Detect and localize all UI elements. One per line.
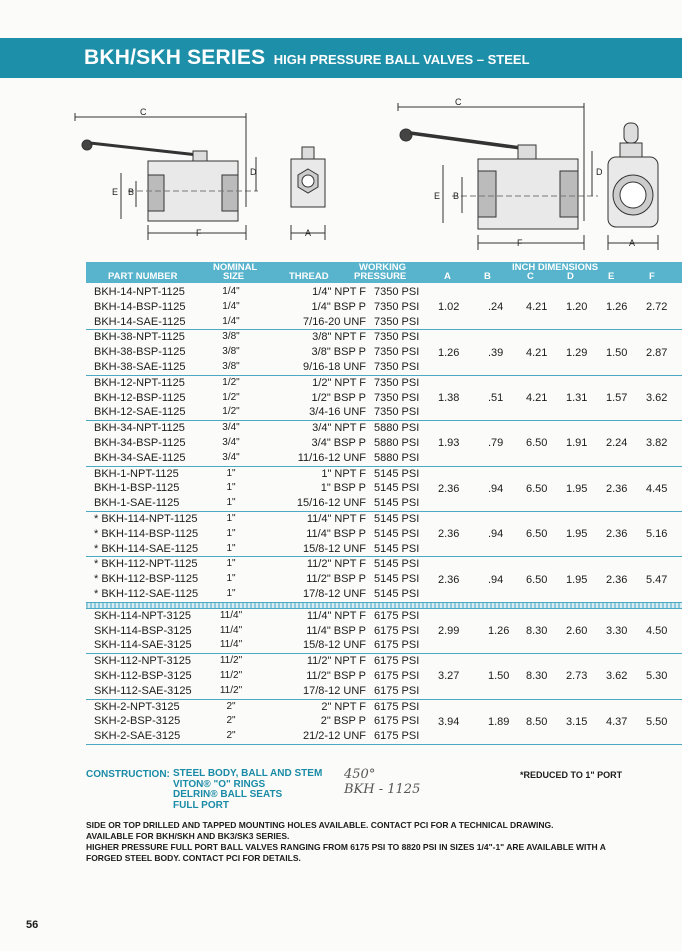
dim-d: 2.60 [566, 624, 588, 637]
dimension-values [426, 700, 682, 744]
nominal-size: 11/4" [219, 609, 243, 621]
part-number: SKH-114-SAE-3125 [94, 639, 192, 652]
note-line: FORGED STEEL BODY. CONTACT PCI FOR DETAILS. [86, 853, 301, 863]
dim-e: 1.50 [606, 346, 628, 359]
thread: 1/4" NPT F [312, 286, 366, 298]
working-pressure: 5145 PSI [374, 467, 420, 480]
part-number: SKH-112-BSP-3125 [94, 669, 192, 682]
dim-d: 1.91 [566, 437, 588, 450]
title-sub: HIGH PRESSURE BALL VALVES – STEEL [273, 52, 530, 67]
thread: 1/4" BSP P [311, 300, 366, 313]
dim-a: 1.93 [438, 437, 460, 450]
part-number: * BKH-114-BSP-1125 [94, 527, 199, 540]
header-a: A [444, 271, 451, 282]
handwritten-note-part: BKH - 1125 [344, 782, 421, 797]
working-pressure: 5145 PSI [374, 527, 420, 540]
part-number: SKH-114-BSP-3125 [94, 624, 192, 637]
dim-c: 6.50 [526, 528, 548, 541]
dim-a-label: A [629, 238, 636, 248]
size-group [86, 285, 682, 330]
thread: 9/16-18 UNF [303, 360, 366, 373]
thread: 2" BSP P [320, 715, 366, 728]
thread: 11/4" BSP P [306, 624, 366, 637]
thread: 15/16-12 UNF [296, 497, 366, 510]
thread: 1/2" NPT F [312, 376, 366, 389]
nominal-size: 3/4" [222, 451, 240, 463]
working-pressure: 5880 PSI [374, 422, 420, 435]
dim-b: .39 [488, 346, 504, 359]
dim-a: 3.94 [438, 715, 460, 728]
dim-d: 3.15 [566, 715, 588, 728]
part-number: BKH-38-NPT-1125 [94, 331, 185, 344]
header-d: D [567, 271, 574, 282]
part-number: BKH-1-SAE-1125 [94, 497, 180, 510]
part-number: SKH-112-NPT-3125 [94, 655, 192, 668]
dim-c-label: C [455, 97, 462, 107]
part-number: BKH-38-SAE-1125 [94, 360, 186, 373]
nominal-size: 3/4" [222, 436, 240, 448]
dim-a: 2.99 [438, 624, 460, 637]
dim-c: 6.50 [526, 437, 548, 450]
note-line: AVAILABLE FOR BKH/SKH AND BK3/SK3 SERIES. [86, 831, 290, 841]
dim-e: 2.36 [606, 482, 628, 495]
working-pressure: 6175 PSI [374, 730, 420, 743]
nominal-size: 3/8" [222, 346, 240, 358]
nominal-size: 1" [226, 512, 236, 524]
working-pressure: 7350 PSI [374, 300, 420, 313]
thread: 11/2" BSP P [306, 573, 366, 586]
working-pressure: 6175 PSI [374, 700, 420, 713]
dim-a: 1.26 [438, 346, 460, 359]
size-group [86, 421, 682, 466]
working-pressure: 6175 PSI [374, 639, 420, 652]
part-number: * BKH-114-SAE-1125 [94, 542, 199, 555]
dim-b-label: B [128, 187, 135, 197]
thread: 11/4" NPT F [306, 512, 366, 525]
nominal-size: 1" [226, 482, 236, 494]
header-working: WORKING [359, 262, 406, 273]
nominal-size: 1/4" [222, 315, 240, 327]
dimension-values [426, 654, 682, 698]
dim-f: 5.50 [646, 715, 668, 728]
working-pressure: 6175 PSI [374, 669, 420, 682]
working-pressure: 6175 PSI [374, 609, 420, 622]
dim-a: 1.02 [438, 301, 460, 314]
nominal-size: 3/8" [222, 331, 240, 343]
working-pressure: 5145 PSI [374, 558, 420, 571]
part-number: BKH-38-BSP-1125 [94, 346, 186, 359]
thread: 1" BSP P [320, 482, 366, 495]
nominal-size: 11/2" [219, 669, 243, 681]
dim-e: 1.26 [606, 301, 628, 314]
note-line: HIGHER PRESSURE FULL PORT BALL VALVES RANGING FROM 6175 PSI TO 8820 PSI IN SIZES 1/4"-1" ARE AVAILABLE WITH A [86, 842, 606, 852]
working-pressure: 6175 PSI [374, 684, 420, 697]
small-valve-side-drawing [75, 113, 258, 240]
dim-a: 3.27 [438, 670, 460, 683]
working-pressure: 5880 PSI [374, 451, 420, 464]
thread: 11/2" NPT F [306, 655, 366, 668]
dim-f-label: F [196, 228, 202, 238]
construction-line: DELRIN® BALL SEATS [173, 789, 283, 800]
size-group [86, 654, 682, 699]
thread: 17/8-12 UNF [303, 684, 366, 697]
working-pressure: 7350 PSI [374, 315, 420, 328]
dim-d: 1.20 [566, 301, 588, 314]
thread: 3/4" NPT F [312, 422, 366, 435]
nominal-size: 1/2" [222, 376, 240, 388]
dim-f: 4.45 [646, 482, 668, 495]
working-pressure: 5145 PSI [374, 497, 420, 510]
part-number: BKH-12-NPT-1125 [94, 376, 185, 389]
dim-f: 5.47 [646, 573, 668, 586]
nominal-size: 11/4" [219, 624, 243, 636]
working-pressure: 5145 PSI [374, 573, 420, 586]
thread: 1" NPT F [321, 467, 366, 480]
working-pressure: 5145 PSI [374, 482, 420, 495]
dim-d: 1.95 [566, 573, 588, 586]
thread: 3/4-16 UNF [309, 406, 366, 419]
size-group [86, 609, 682, 654]
part-number: BKH-34-BSP-1125 [94, 436, 186, 449]
part-number: SKH-2-NPT-3125 [94, 700, 180, 713]
dim-c: 8.30 [526, 670, 548, 683]
dim-d: 1.29 [566, 346, 588, 359]
thread: 15/8-12 UNF [303, 639, 366, 652]
working-pressure: 7350 PSI [374, 376, 420, 389]
dimension-values [426, 557, 682, 601]
thread: 7/16-20 UNF [303, 315, 366, 328]
nominal-size: 3/4" [222, 422, 240, 434]
nominal-size: 1/2" [222, 406, 240, 418]
construction-line: FULL PORT [173, 799, 229, 811]
nominal-size: 2" [226, 715, 236, 727]
working-pressure: 5145 PSI [374, 587, 420, 600]
part-number: SKH-114-NPT-3125 [94, 609, 192, 622]
working-pressure: 7350 PSI [374, 331, 420, 344]
dimension-values [426, 421, 682, 465]
header-b: B [484, 271, 491, 282]
working-pressure: 7350 PSI [374, 346, 420, 359]
part-number: SKH-2-BSP-3125 [94, 715, 181, 728]
part-number: * BKH-114-NPT-1125 [94, 512, 198, 525]
dim-f: 2.87 [646, 346, 668, 359]
dim-d: 1.31 [566, 391, 588, 404]
dim-b: .94 [488, 528, 504, 541]
working-pressure: 6175 PSI [374, 624, 420, 637]
construction-label: CONSTRUCTION: [86, 769, 170, 780]
header-part-number: PART NUMBER [108, 271, 178, 282]
size-group [86, 700, 682, 745]
dim-f: 3.62 [646, 391, 668, 404]
nominal-size: 1" [226, 587, 236, 599]
dim-f: 3.82 [646, 437, 668, 450]
dim-c: 8.30 [526, 624, 548, 637]
table-header [86, 262, 682, 283]
thread: 2" NPT F [321, 700, 366, 713]
dim-d-label: D [250, 167, 257, 177]
size-group [86, 376, 682, 421]
thread: 3/8" BSP P [311, 346, 366, 359]
large-valve-side-drawing [398, 103, 598, 250]
dim-d: 1.95 [566, 482, 588, 495]
header-inch-dimensions: INCH DIMENSIONS [512, 262, 599, 273]
dim-e: 2.36 [606, 573, 628, 586]
nominal-size: 1/4" [222, 300, 240, 312]
nominal-size: 1" [226, 558, 236, 570]
part-number: BKH-14-SAE-1125 [94, 315, 186, 328]
dim-f-label: F [517, 238, 523, 248]
small-valve-end-drawing [291, 147, 325, 240]
working-pressure: 7350 PSI [374, 391, 420, 404]
dimension-values [426, 376, 682, 420]
thread: 17/8-12 UNF [303, 587, 366, 600]
dimension-values [426, 609, 682, 653]
thread: 3/8" NPT F [312, 331, 366, 344]
header-pressure: PRESSURE [354, 271, 407, 282]
dim-d-label: D [596, 167, 603, 177]
thread: 11/4" NPT F [306, 609, 366, 622]
handwritten-note-temp: 450° [344, 767, 376, 782]
part-number: * BKH-112-BSP-1125 [94, 573, 199, 586]
dim-b: 1.26 [488, 624, 510, 637]
dim-d: 2.73 [566, 670, 588, 683]
construction-line: VITON® "O" RINGS [173, 778, 266, 790]
nominal-size: 1" [226, 527, 236, 539]
dim-e-label: E [112, 187, 119, 197]
dim-a-label: A [305, 228, 312, 238]
part-number: * BKH-112-NPT-1125 [94, 558, 198, 571]
valve-drawings [0, 95, 682, 255]
dim-b: .51 [488, 391, 504, 404]
construction-line: STEEL BODY, BALL AND STEM [173, 768, 323, 779]
dimension-values [426, 467, 682, 511]
dim-a: 2.36 [438, 573, 460, 586]
dim-f: 5.30 [646, 670, 668, 683]
page-title [84, 46, 530, 70]
working-pressure: 7350 PSI [374, 360, 420, 373]
dim-e: 1.57 [606, 391, 628, 404]
working-pressure: 5145 PSI [374, 512, 420, 525]
working-pressure: 5880 PSI [374, 436, 420, 449]
dim-e-label: E [434, 191, 441, 201]
nominal-size: 1/4" [222, 286, 240, 297]
part-number: SKH-112-SAE-3125 [94, 684, 192, 697]
nominal-size: 1" [226, 573, 236, 585]
part-number: BKH-1-BSP-1125 [94, 482, 180, 495]
working-pressure: 5145 PSI [374, 542, 420, 555]
part-number: BKH-34-NPT-1125 [94, 422, 185, 435]
part-number: BKH-34-SAE-1125 [94, 451, 186, 464]
dim-a: 2.36 [438, 482, 460, 495]
dim-c: 4.21 [526, 301, 548, 314]
nominal-size: 11/2" [219, 684, 243, 696]
part-number: BKH-1-NPT-1125 [94, 467, 179, 480]
dim-a: 1.38 [438, 391, 460, 404]
dim-c: 4.21 [526, 391, 548, 404]
thread: 21/2-12 UNF [303, 730, 366, 743]
dim-c: 6.50 [526, 573, 548, 586]
part-number: BKH-14-BSP-1125 [94, 300, 186, 313]
dim-b-label: B [453, 191, 460, 201]
size-group [86, 557, 682, 602]
working-pressure: 6175 PSI [374, 715, 420, 728]
dim-f: 2.72 [646, 301, 668, 314]
title-band [0, 38, 682, 78]
dimension-values [426, 330, 682, 374]
nominal-size: 11/4" [219, 639, 243, 651]
dim-e: 2.36 [606, 528, 628, 541]
size-group [86, 512, 682, 557]
dim-b: .94 [488, 482, 504, 495]
reduced-port-note: *REDUCED TO 1" PORT [520, 770, 623, 780]
nominal-size: 1" [226, 497, 236, 509]
large-valve-end-drawing [608, 123, 658, 250]
dim-e: 2.24 [606, 437, 628, 450]
header-f: F [649, 271, 655, 282]
working-pressure: 7350 PSI [374, 286, 420, 298]
dim-b: .24 [488, 301, 504, 314]
thread: 11/2" NPT F [306, 558, 366, 571]
part-number: BKH-12-SAE-1125 [94, 406, 186, 419]
dimension-values [426, 285, 682, 329]
dim-d: 1.95 [566, 528, 588, 541]
dimension-values [426, 512, 682, 556]
size-group [86, 467, 682, 512]
part-number: * BKH-112-SAE-1125 [94, 587, 199, 600]
valve-table [86, 285, 682, 745]
page-number: 56 [26, 919, 39, 931]
nominal-size: 2" [226, 700, 236, 712]
thread: 1/2" BSP P [311, 391, 366, 404]
nominal-size: 2" [226, 730, 236, 742]
dim-b: 1.50 [488, 670, 510, 683]
dim-b: .79 [488, 437, 504, 450]
nominal-size: 1" [226, 542, 236, 554]
dim-b: 1.89 [488, 715, 510, 728]
part-number: BKH-12-BSP-1125 [94, 391, 186, 404]
thread: 3/4" BSP P [311, 436, 366, 449]
thread: 15/8-12 UNF [303, 542, 366, 555]
size-group [86, 330, 682, 375]
dim-e: 3.62 [606, 670, 628, 683]
thread: 11/4" BSP P [306, 527, 366, 540]
thread: 11/2" BSP P [306, 669, 366, 682]
dim-c: 4.21 [526, 346, 548, 359]
nominal-size: 1/2" [222, 391, 240, 403]
dim-e: 4.37 [606, 715, 628, 728]
dim-b: .94 [488, 573, 504, 586]
header-nominal: NOMINAL [213, 262, 258, 273]
header-thread: THREAD [289, 271, 329, 282]
header-size: SIZE [223, 271, 245, 282]
dim-c: 6.50 [526, 482, 548, 495]
nominal-size: 1" [226, 467, 236, 479]
dim-e: 3.30 [606, 624, 628, 637]
working-pressure: 7350 PSI [374, 406, 420, 419]
dim-a: 2.36 [438, 528, 460, 541]
working-pressure: 6175 PSI [374, 655, 420, 668]
dim-f: 4.50 [646, 624, 668, 637]
header-c: C [527, 271, 534, 282]
thread: 11/16-12 UNF [297, 451, 366, 464]
part-number: SKH-2-SAE-3125 [94, 730, 181, 743]
title-main: BKH/SKH SERIES [84, 46, 266, 69]
nominal-size: 11/2" [219, 655, 243, 667]
note-line: SIDE OR TOP DRILLED AND TAPPED MOUNTING HOLES AVAILABLE. CONTACT PCI FOR A TECHNICAL DRAWING. [86, 820, 554, 830]
dim-f: 5.16 [646, 528, 668, 541]
part-number: BKH-14-NPT-1125 [94, 286, 185, 298]
nominal-size: 3/8" [222, 360, 240, 372]
dim-c-label: C [140, 107, 147, 117]
dim-c: 8.50 [526, 715, 548, 728]
header-e: E [608, 271, 615, 282]
